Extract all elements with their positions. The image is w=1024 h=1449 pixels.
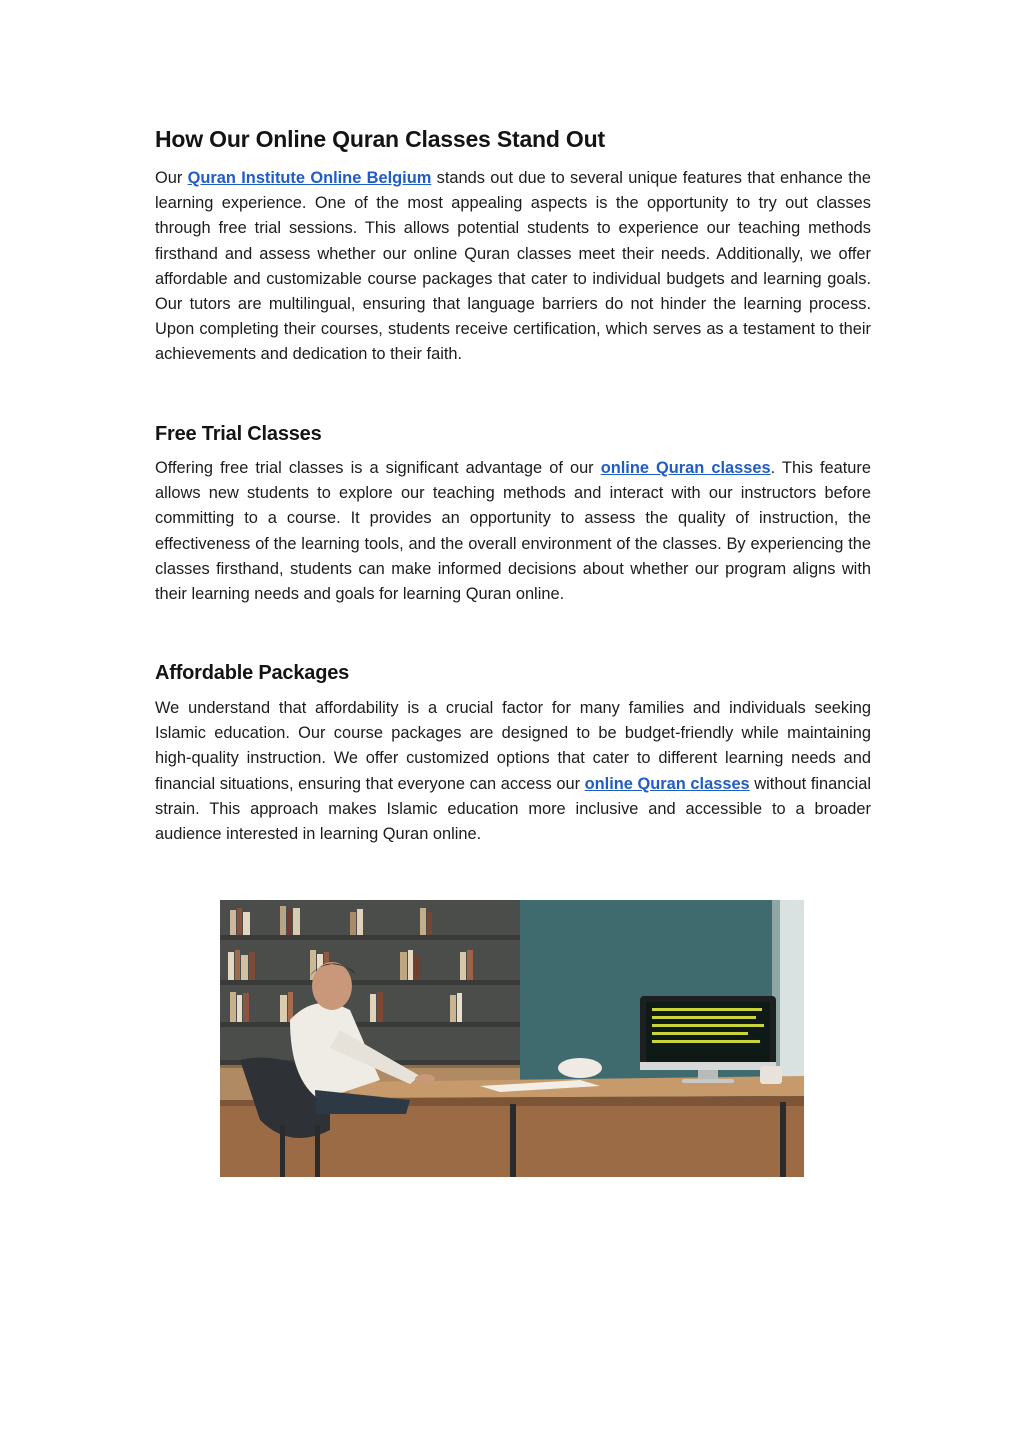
paragraph-text: Our bbox=[155, 169, 188, 187]
link-online-quran-classes[interactable]: online Quran classes bbox=[600, 459, 771, 477]
paragraph-text: We understand that affordability is a crucial factor for many families and individuals seeking Islamic education. Our course packages are designed to be budget-friendly while maintaining high-quality instruction. We offer customized options that cater to different learning needs and financial situations, ensuring that everyone can access our bbox=[155, 699, 871, 793]
link-online-quran-classes-2[interactable]: online Quran classes bbox=[584, 774, 750, 793]
heading-free-trial: Free Trial Classes bbox=[155, 423, 322, 445]
paragraph-text: . This feature allows new students to explore our teaching methods and interact with our instructors before committing to a course. It provides an opportunity to assess the quality of instruction, the effectiveness of the learning tools, and the overall environment of the classes. By experiencing the classes firsthand, students can make informed decisions about whether our program aligns with their learning needs and goals for learning Quran online. bbox=[155, 459, 871, 604]
link-quran-institute-belgium[interactable]: Quran Institute Online Belgium bbox=[187, 169, 432, 187]
heading-affordable-packages: Affordable Packages bbox=[155, 662, 350, 684]
paragraph-text: without financial strain. This approach makes Islamic education more inclusive and accessible to a broader audience interested in learning Quran online. bbox=[155, 774, 871, 844]
paragraph-text: Offering free trial classes is a significant advantage of our bbox=[155, 459, 601, 477]
heading-stand-out: How Our Online Quran Classes Stand Out bbox=[155, 126, 605, 152]
paragraph-text: stands out due to several unique features that enhance the learning experience. One of the most appealing aspects is the opportunity to try out classes through free trial sessions. This allows potential students to experience our teaching methods firsthand and assess whether our online Quran classes meet their needs. Additionally, we offer affordable and customizable course packages that cater to individual budgets and learning goals. Our tutors are multilingual, ensuring that language barriers do not hinder the learning process. Upon completing their courses, students receive certification, which serves as a testament to their achievements and dedication to their faith. bbox=[155, 169, 871, 364]
student-studying-photo bbox=[220, 900, 804, 1177]
paragraph-free-trial bbox=[155, 456, 871, 607]
paragraph-affordable-packages bbox=[155, 696, 871, 847]
paragraph-stand-out bbox=[155, 166, 871, 368]
